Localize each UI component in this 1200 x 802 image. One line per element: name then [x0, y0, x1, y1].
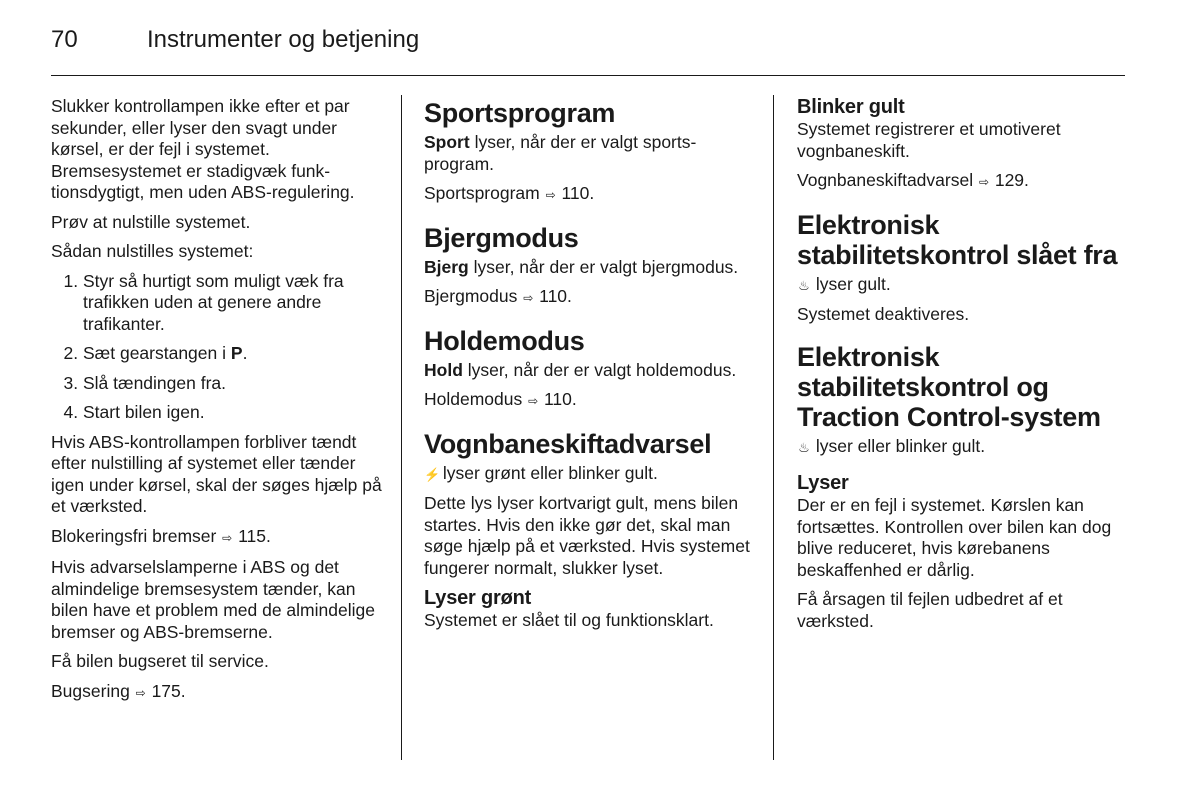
- column-2: [424, 96, 759, 640]
- arrow-right-icon: ⇨: [135, 685, 146, 700]
- heading-lyser: Lyser: [797, 472, 849, 494]
- esc-icon: ♨: [798, 439, 810, 455]
- ref-towing: Bugsering ⇨ 175.: [51, 681, 386, 705]
- heading-blinker-gult: Blinker gult: [797, 96, 905, 118]
- paragraph-lyser: Der er en fejl i systemet. Kørslen kan fortsættes. Kontrollen over bilen kan dog blive reduceret, hvis kørebanens beskaffenhed er dårlig.: [797, 495, 1112, 580]
- column-divider-1: [401, 95, 402, 760]
- paragraph-blinker: Systemet registrerer et umotiveret vognbaneskift.: [797, 119, 1061, 161]
- ref-sport: Sportsprogram ⇨ 110.: [424, 183, 759, 207]
- reset-steps: [51, 271, 386, 424]
- arrow-right-icon: ⇨: [222, 530, 233, 545]
- ref-abs: Blokeringsfri bremser ⇨ 115.: [51, 526, 386, 550]
- paragraph-reset-how: Sådan nulstilles systemet:: [51, 241, 254, 261]
- ref-bjerg: Bjergmodus ⇨ 110.: [424, 286, 759, 310]
- heading-bjerg: Bjergmodus: [424, 222, 579, 253]
- paragraph-sport: Sport lyser, når der er valgt sportsprogram.: [424, 132, 697, 174]
- paragraph-hold: Hold lyser, når der er valgt holdemodus.: [424, 359, 737, 380]
- paragraph-lyser-gront: Systemet er slået til og funktionsklart.: [424, 610, 714, 630]
- ref-hold: Holdemodus ⇨ 110.: [424, 389, 759, 413]
- paragraph-lane-icon: ⚡ lyser grønt eller blinker gult.: [424, 463, 759, 486]
- paragraph-fault: Slukker kontrollampen ikke efter et par sekunder, eller lyser den svagt under kørsel, er der fejl i systemet. Bremsesystemet er stadigvæk funktionsdygtigt, men uden ABS-regulering.: [51, 96, 355, 202]
- step-1: 1. Styr så hurtigt som muligt væk fra trafikken uden at genere andre trafikanter.: [83, 271, 386, 336]
- page-number: 70: [51, 26, 78, 53]
- paragraph-reset: Prøv at nulstille systemet.: [51, 211, 251, 232]
- heading-esc-tc: Elektronisk stabilitetskontrol og Traction Control-system: [797, 341, 1101, 432]
- paragraph-warning-lamps: Hvis advarselslamperne i ABS og det almindelige bremsesystem tænder, kan bilen have et problem med de almindelige bremser og ABS-bremserne.: [51, 557, 375, 642]
- heading-sport: Sportsprogram: [424, 98, 616, 128]
- heading-lyser-gront: Lyser grønt: [424, 587, 532, 609]
- column-3: [797, 96, 1127, 640]
- paragraph-tow: Få bilen bugseret til service.: [51, 651, 269, 671]
- esc-off-icon: ♨: [798, 277, 810, 293]
- paragraph-lane-start: Dette lys lyser kortvarigt gult, mens bilen startes. Hvis den ikke gør det, skal man søge hjælp på et værksted. Hvis systemet fungerer normalt, slukker lyset.: [424, 493, 750, 578]
- paragraph-bjerg: Bjerg lyser, når der er valgt bjergmodus.: [424, 256, 739, 277]
- lane-departure-icon: ⚡: [424, 466, 441, 482]
- heading-hold: Holdemodus: [424, 325, 585, 356]
- heading-esc-off: Elektronisk stabilitetskontrol slået fra: [797, 209, 1118, 270]
- arrow-right-icon: ⇨: [523, 291, 534, 305]
- arrow-right-icon: ⇨: [528, 394, 539, 408]
- header-rule: [51, 75, 1125, 76]
- arrow-right-icon: ⇨: [978, 175, 989, 189]
- step-2: 2. Sæt gearstangen i P.: [83, 343, 386, 365]
- column-1: [51, 96, 386, 712]
- paragraph-esc-tc-icon: ♨ lyser eller blinker gult.: [797, 436, 1127, 459]
- ref-lane-departure: Vognbaneskiftadvarsel ⇨ 129.: [797, 170, 1127, 194]
- paragraph-workshop: Få årsagen til fejlen udbedret af et værksted.: [797, 589, 1063, 631]
- step-4: 4. Start bilen igen.: [83, 402, 386, 424]
- heading-lane-departure: Vognbaneskiftadvarsel: [424, 428, 712, 459]
- paragraph-esc-off: Systemet deaktiveres.: [797, 304, 970, 324]
- step-3: 3. Slå tændingen fra.: [83, 373, 386, 395]
- paragraph-abs-remains: Hvis ABS-kontrollampen forbliver tændt efter nulstilling af systemet eller tænder igen under kørsel, skal der søges hjælp på et værksted.: [51, 431, 382, 516]
- page-title: Instrumenter og betjening: [147, 26, 420, 53]
- paragraph-esc-off-icon: ♨ lyser gult.: [797, 274, 1127, 297]
- column-divider-2: [773, 95, 774, 760]
- arrow-right-icon: ⇨: [545, 188, 556, 202]
- gear-p: P: [230, 343, 243, 363]
